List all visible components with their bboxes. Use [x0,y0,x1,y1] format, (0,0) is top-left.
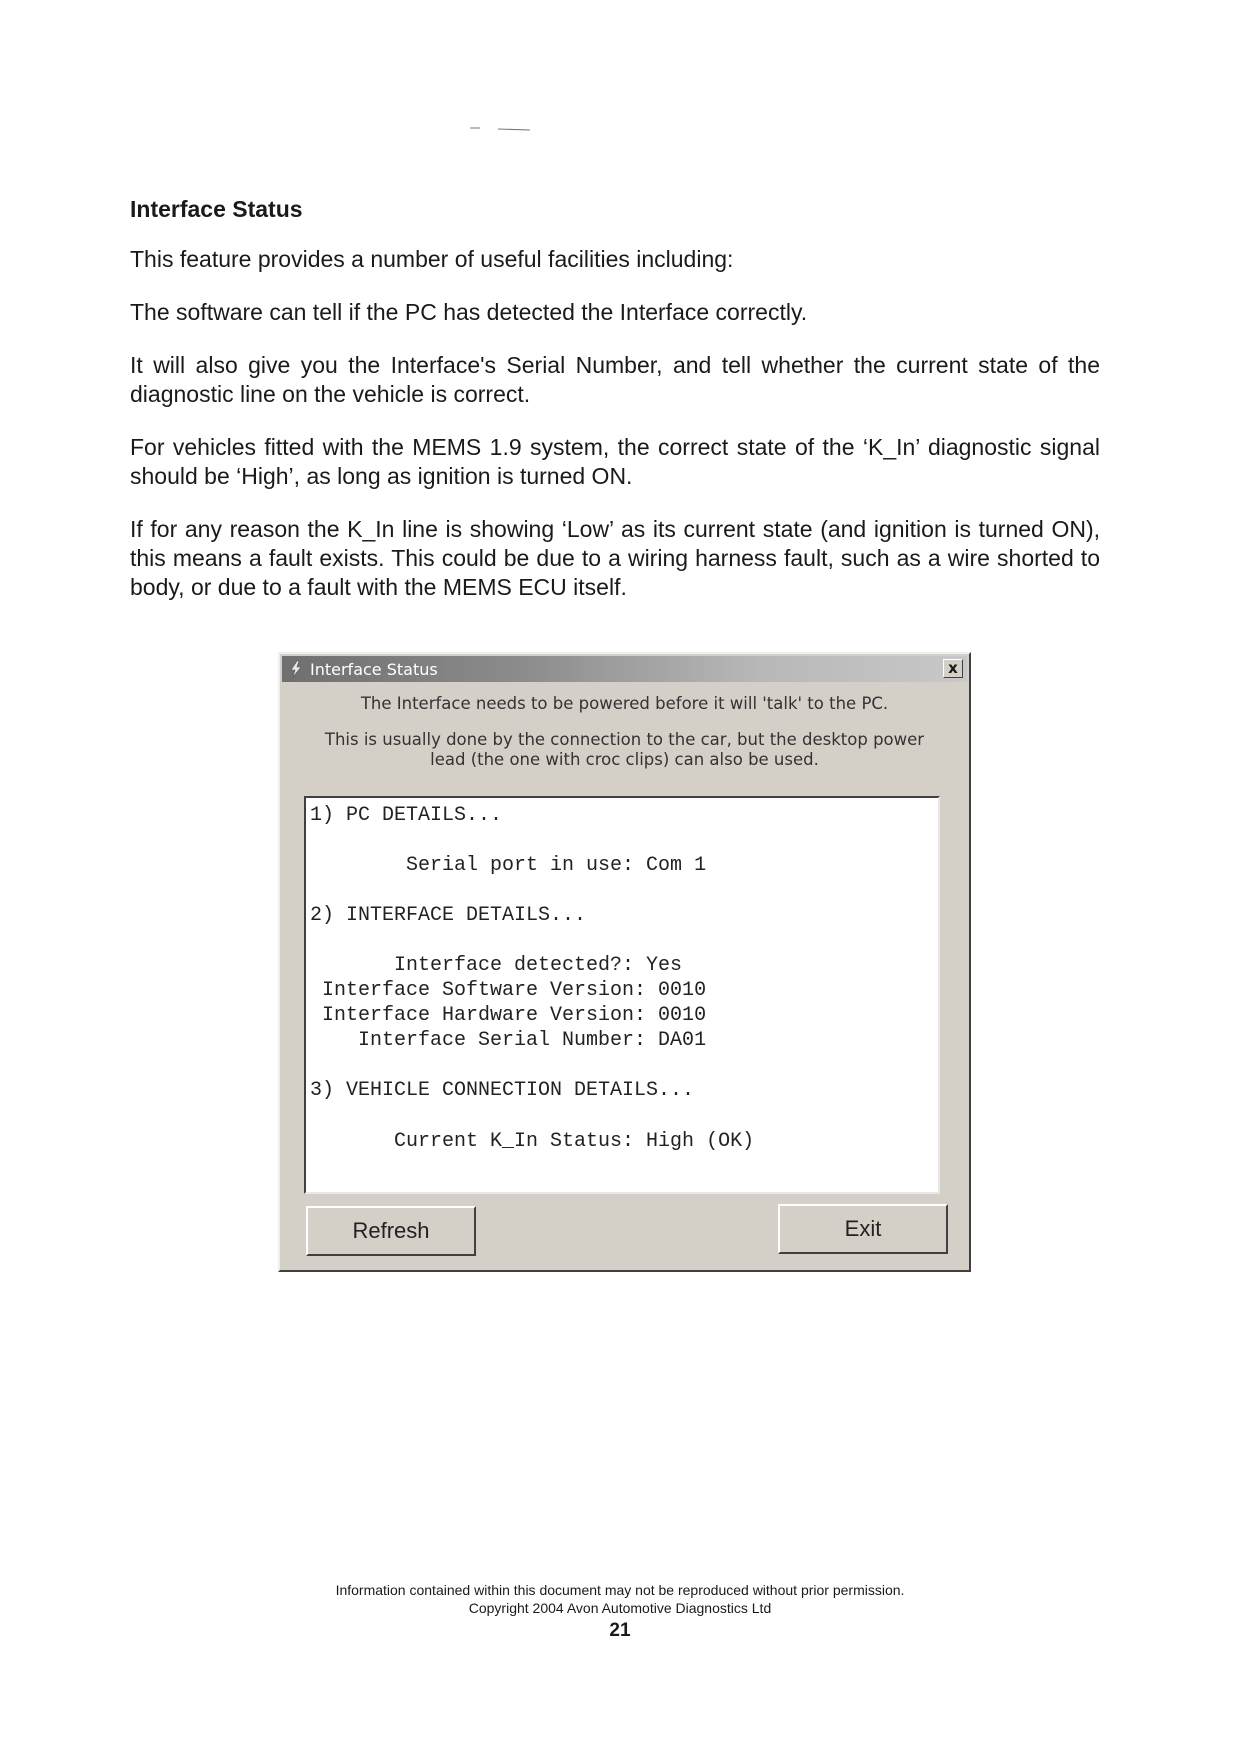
page-content [130,196,1100,626]
paragraph-5: If for any reason the K_In line is showing ‘Low’ as its current state (and ignition is turned ON), this means a fault exists. This could be due to a wiring harness fault, such as a wire shorted to body, or due to a fault with the MEMS ECU itself. [130,516,1100,600]
close-button[interactable]: x [943,659,963,678]
details-line-pc-heading: 1) PC DETAILS... [310,804,503,827]
interface-status-dialog [278,652,971,1272]
paragraph-1: This feature provides a number of useful facilities including: [130,246,734,272]
refresh-button[interactable] [306,1206,476,1256]
scan-mark [470,126,540,132]
page-number: 21 [609,1620,631,1641]
footer-permission-notice: Information contained within this document may not be reproduced without prior permission. [335,1582,905,1598]
details-line-vehicle-heading: 3) VEHICLE CONNECTION DETAILS... [310,1079,695,1102]
section-heading: Interface Status [130,196,303,222]
lightning-icon [288,660,304,678]
details-line-interface-detected: Interface detected?: Yes [310,954,683,977]
details-line-k-in-status: Current K_In Status: High (OK) [310,1130,755,1153]
power-notice: The Interface needs to be powered before it will 'talk' to the PC. [360,694,889,713]
footer-copyright: Copyright 2004 Avon Automotive Diagnostics Ltd [468,1600,772,1616]
paragraph-2: The software can tell if the PC has detected the Interface correctly. [130,299,808,325]
details-line-serial-number: Interface Serial Number: DA01 [310,1029,707,1052]
refresh-button-label: Refresh [352,1218,430,1243]
details-line-hardware-version: Interface Hardware Version: 0010 [310,1004,707,1027]
details-line-serial-port: Serial port in use: Com 1 [310,854,707,877]
exit-button-label: Exit [844,1216,882,1241]
dialog-titlebar[interactable] [282,656,967,682]
details-line-interface-heading: 2) INTERFACE DETAILS... [310,904,587,927]
connection-notice [290,730,959,770]
details-line-software-version: Interface Software Version: 0010 [310,979,707,1002]
connection-notice-line-1: This is usually done by the connection to the car, but the desktop power [324,730,925,749]
dialog-title: Interface Status [310,659,438,679]
paragraph-4: For vehicles fitted with the MEMS 1.9 system, the correct state of the ‘K_In’ diagnostic signal should be ‘High’, as long as ignition is turned ON. [130,434,1100,489]
details-text-box[interactable] [304,796,940,1194]
connection-notice-line-2: lead (the one with croc clips) can also be used. [430,750,819,769]
exit-button[interactable] [778,1204,948,1254]
paragraph-3: It will also give you the Interface's Serial Number, and tell whether the current state of the diagnostic line on the vehicle is correct. [130,352,1100,407]
